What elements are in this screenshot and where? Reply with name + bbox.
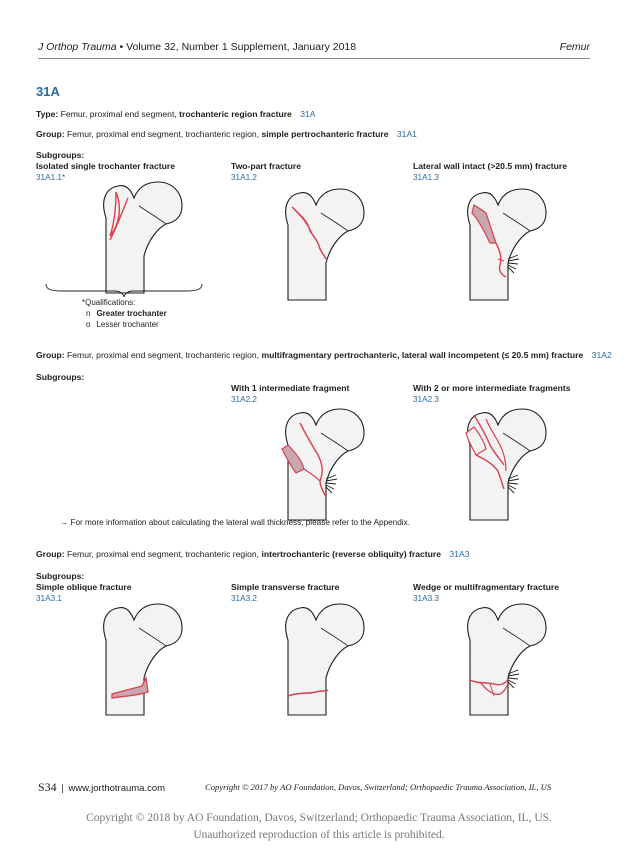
type-code: 31A	[300, 109, 316, 119]
subgroup-code: 31A2.2	[231, 395, 257, 404]
footer-separator: |	[61, 783, 64, 794]
group1-code: 31A1	[396, 129, 417, 139]
qualifications	[82, 297, 167, 330]
group1-line	[36, 129, 417, 140]
qualification-marker: o	[86, 320, 91, 329]
group1-label: Group:	[36, 129, 65, 139]
type-text: Femur, proximal end segment,	[60, 109, 177, 119]
group2-line	[36, 350, 612, 361]
group2-text: Femur, proximal end segment, trochanteric region,	[67, 350, 260, 360]
subgroup-code: 31A3.1	[36, 594, 62, 603]
group2-bold: multifragmentary pertrochanteric, lateral wall incompetent (≤ 20.5 mm) fracture	[261, 350, 584, 360]
appendix-note	[60, 518, 410, 527]
bottom-copyright-line1: Copyright © 2018 by AO Foundation, Davos, Switzerland; Orthopaedic Trauma Association, IL, US.	[86, 812, 552, 824]
subgroup-title: Isolated single trochanter fracture	[36, 161, 175, 171]
issue-info: Volume 32, Number 1 Supplement, January 2018	[126, 41, 357, 53]
type-bold: trochanteric region fracture	[179, 109, 292, 119]
group3-text: Femur, proximal end segment, trochanteric region,	[67, 549, 260, 559]
bottom-copyright-line2: Unauthorized reproduction of this article is prohibited.	[193, 829, 445, 841]
page-number: S34	[38, 780, 57, 794]
section-name: Femur	[559, 41, 590, 53]
subgroup-title: Simple transverse fracture	[231, 582, 340, 592]
bottom-copyright	[0, 810, 638, 844]
subgroup-code: 31A1.1*	[36, 173, 66, 182]
group3-line	[36, 549, 469, 560]
femur-illustration-31A1-2	[268, 185, 378, 300]
qualification-text: Greater trochanter	[96, 309, 167, 318]
femur-illustration-31A3-2	[268, 600, 378, 715]
qualifications-title: *Qualifications:	[82, 298, 136, 307]
group3-bold: intertrochanteric (reverse obliquity) fracture	[261, 549, 442, 559]
femur-illustration-31A2-3	[450, 405, 560, 520]
header-separator: •	[119, 41, 124, 53]
note-arrow-icon: →	[60, 518, 69, 527]
subgroup-31A2-3	[413, 383, 571, 405]
group3-subgroups-label: Subgroups:	[36, 571, 85, 581]
subgroup-title: Lateral wall intact (>20.5 mm) fracture	[413, 161, 568, 171]
group1-text: Femur, proximal end segment, trochanteric region,	[67, 129, 260, 139]
subgroup-code: 31A3.2	[231, 594, 257, 603]
subgroup-31A1-2	[231, 161, 301, 183]
subgroup-code: 31A3.3	[413, 594, 439, 603]
femur-illustration-31A3-3	[450, 600, 560, 715]
header-divider	[38, 58, 590, 59]
group2-subgroups-label: Subgroups:	[36, 372, 85, 382]
subgroup-title: Two-part fracture	[231, 161, 302, 171]
subgroup-title: Wedge or multifragmentary fracture	[413, 582, 559, 592]
subgroup-code: 31A1.2	[231, 173, 257, 182]
footer-copyright: Copyright © 2017 by AO Foundation, Davos, Switzerland; Orthopaedic Trauma Association, IL, US	[205, 782, 552, 792]
group1-subgroups-label: Subgroups:	[36, 150, 85, 160]
femur-illustration-31A2-2	[268, 405, 378, 520]
group3-code: 31A3	[449, 549, 470, 559]
femur-illustration-31A1-3	[450, 185, 560, 300]
type-line	[36, 109, 316, 120]
group1-bold: simple pertrochanteric fracture	[261, 129, 389, 139]
page-footer	[38, 780, 165, 795]
subgroup-31A1-3	[413, 161, 567, 183]
femur-illustration-31A3-1	[86, 600, 196, 715]
note-text: For more information about calculating the lateral wall thickness, please refer to the Appendix.	[70, 518, 410, 527]
qualification-item-1	[82, 308, 167, 319]
subgroup-code: 31A1.3	[413, 173, 439, 182]
subgroup-title: With 1 intermediate fragment	[231, 383, 350, 393]
subgroup-title: Simple oblique fracture	[36, 582, 132, 592]
subgroup-31A2-2	[231, 383, 349, 405]
group2-code: 31A2	[591, 350, 612, 360]
qualification-marker: n	[86, 309, 91, 318]
group3-label: Group:	[36, 549, 65, 559]
femur-illustration-31A1-1	[86, 178, 196, 293]
section-code: 31A	[36, 84, 60, 99]
subgroup-title: With 2 or more intermediate fragments	[413, 383, 571, 393]
group2-label: Group:	[36, 350, 65, 360]
running-header	[38, 41, 590, 53]
qualification-item-2	[82, 319, 167, 330]
journal-url[interactable]: www.jorthotrauma.com	[68, 783, 166, 794]
journal-name: J Orthop Trauma	[38, 41, 117, 53]
qualification-text: Lesser trochanter	[96, 320, 159, 329]
type-label: Type:	[36, 109, 59, 119]
subgroup-code: 31A2.3	[413, 395, 439, 404]
